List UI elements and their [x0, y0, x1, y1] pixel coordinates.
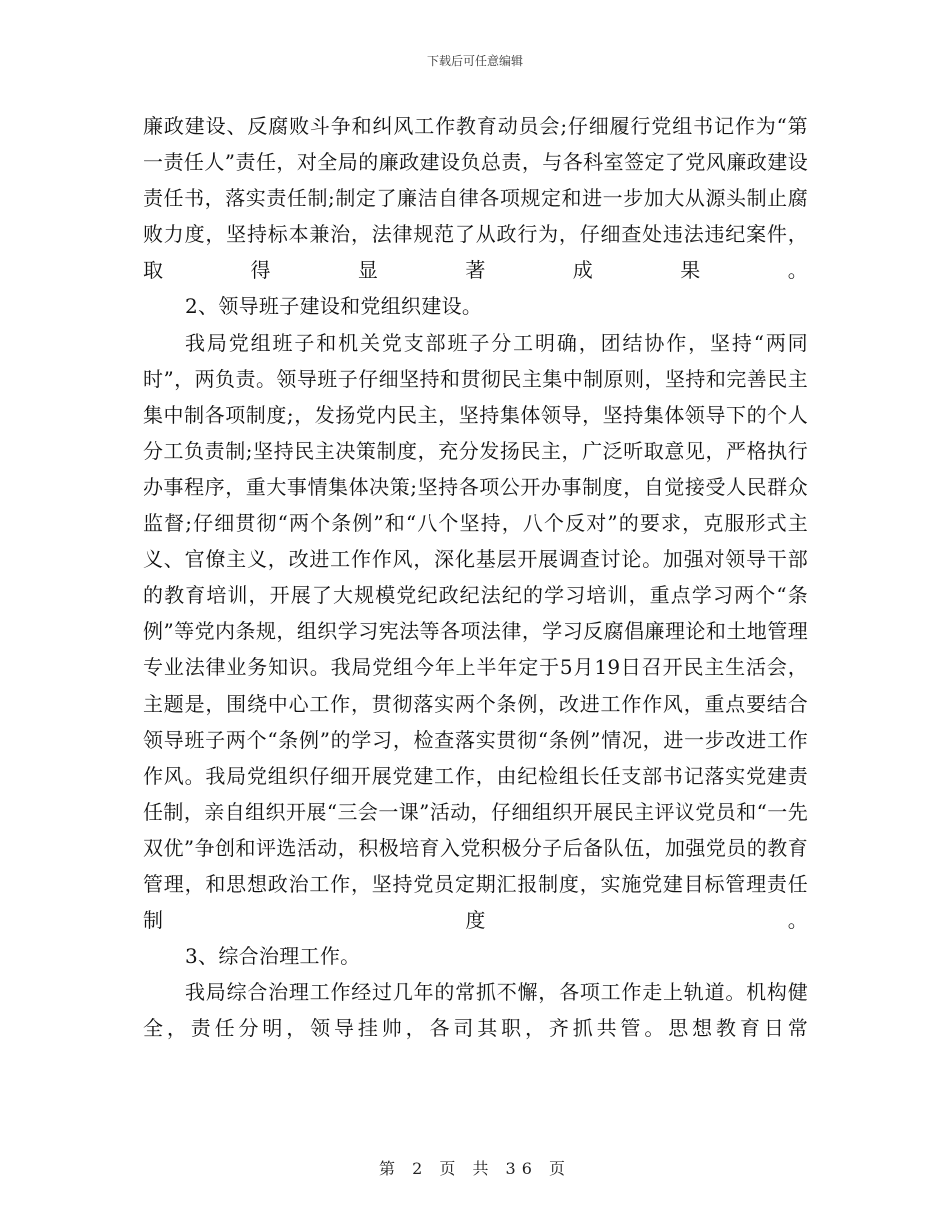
page-header: 下载后可任意编辑 — [426, 54, 523, 68]
document-body — [143, 108, 808, 1046]
paragraph-1: 廉政建设、反腐败斗争和纠风工作教育动员会;仔细履行党组书记作为“第一责任人”责任，对全局的廉政建设负总责，与各科室签定了党风廉政建设责任书，落实责任制;制定了廉洁自律各项规定和进一步加大从源头制止腐败力度，坚持标本兼治，法律规范了从政行为，仔细查处违法违纪案件，取得显著成果。 — [143, 114, 808, 283]
page-footer: 第 2 页 共 36 页 — [379, 1159, 571, 1178]
paragraph-2: 我局党组班子和机关党支部班子分工明确，团结协作，坚持“两同时”，两负责。领导班子仔细坚持和贯彻民主集中制原则，坚持和完善民主集中制各项制度;，发扬党内民主，坚持集体领导，坚持集体领导下的个人分工负责制;坚持民主决策制度，充分发扬民主，广泛听取意见，严格执行办事程序，重大事情集体决策;坚持各项公开办事制度，自觉接受人民群众监督;仔细贯彻“两个条例”和“八个坚持，八个反对”的要求，克服形式主义、官僚主义，改进工作作风，深化基层开展调查讨论。加强对领导干部的教育培训，开展了大规模党纪政纪法纪的学习培训，重点学习两个“条例”等党内条规，组织学习宪法等各项法律，学习反腐倡廉理论和土地管理专业法律业务知识。我局党组今年上半年定于5月19日召开民主生活会，主题是，围绕中心工作，贯彻落实两个条例，改进工作作风，重点要结合领导班子两个“条例”的学习，检查落实贯彻“条例”情况，进一步改进工作作风。我局党组织仔细开展党建工作，由纪检组长任支部书记落实党建责任制，亲自组织开展“三会一课”活动，仔细组织开展民主评议党员和“一先双优”争创和评选活动，积极培育入党积极分子后备队伍，加强党员的教育管理，和思想政治工作，坚持党员定期汇报制度，实施党建目标管理责任制度。 — [143, 330, 808, 933]
section-heading-2: 2、领导班子建设和党组织建设。 — [185, 294, 483, 319]
section-heading-3: 3、综合治理工作。 — [185, 944, 361, 969]
paragraph-3: 我局综合治理工作经过几年的常抓不懈，各项工作走上轨道。机构健全，责任分明，领导挂帅，各司其职，齐抓共管。思想教育日常 — [143, 980, 808, 1041]
